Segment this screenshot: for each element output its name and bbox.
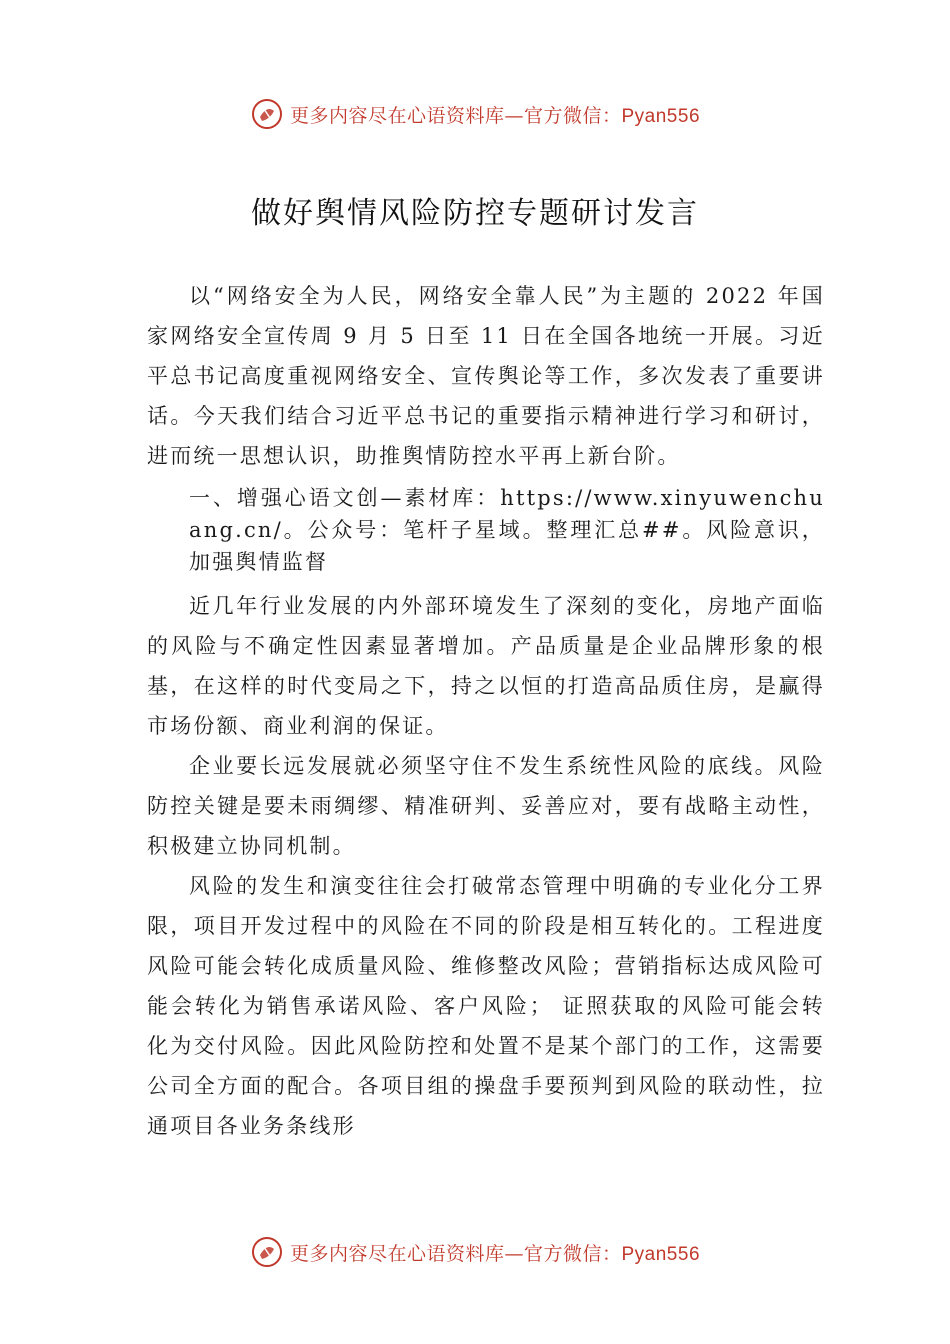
- section-heading: 一、增强心语文创—素材库：https://www.xinyuwenchuang.cn/。公众号：笔杆子星域。整理汇总##。风险意识，加强舆情监督: [189, 486, 825, 574]
- body-paragraph: 风险的发生和演变往往会打破常态管理中明确的专业化分工界限，项目开发过程中的风险在不同的阶段是相互转化的。工程进度风险可能会转化成质量风险、维修整改风险；营销指标达成风险可能会转化为销售承诺风险、客户风险； 证照获取的风险可能会转化为交付风险。因此风险防控和处置不是某个部门的工作，这需要公司全方面的配合。各项目组的操盘手要预判到风险的联动性，拉通项目各业务条线形: [147, 874, 825, 1138]
- page-title: 做好舆情风险防控专题研讨发言: [251, 196, 699, 231]
- header-banner: [0, 94, 950, 134]
- body-paragraph: 企业要长远发展就必须坚守住不发生系统性风险的底线。风险防控关键是要未雨绸缪、精准研判、妥善应对，要有战略主动性，积极建立协同机制。: [147, 754, 825, 858]
- banner-text: 更多内容尽在心语资料库—官方微信：Pyan556: [289, 104, 701, 127]
- wechat-id: Pyan556: [621, 105, 701, 127]
- footer-banner: [0, 1232, 950, 1272]
- seal-logo-icon: [250, 97, 284, 131]
- document-body: [147, 276, 825, 1146]
- body-paragraph: 近几年行业发展的内外部环境发生了深刻的变化，房地产面临的风险与不确定性因素显著增加。产品质量是企业品牌形象的根基，在这样的时代变局之下，持之以恒的打造高品质住房，是赢得市场份额、商业利润的保证。: [147, 594, 825, 738]
- intro-paragraph: 以“网络安全为人民，网络安全靠人民”为主题的 2022 年国家网络安全宣传周 9 月 5 日至 11 日在全国各地统一开展。习近平总书记高度重视网络安全、宣传舆论等工作，多次发表了重要讲话。今天我们结合习近平总书记的重要指示精神进行学习和研讨，进而统一思想认识，助推舆情防控水平再上新台阶。: [147, 284, 825, 468]
- wechat-id: Pyan556: [621, 1243, 701, 1265]
- banner-text: 更多内容尽在心语资料库—官方微信：Pyan556: [289, 1242, 701, 1265]
- seal-logo-icon: [250, 1235, 284, 1269]
